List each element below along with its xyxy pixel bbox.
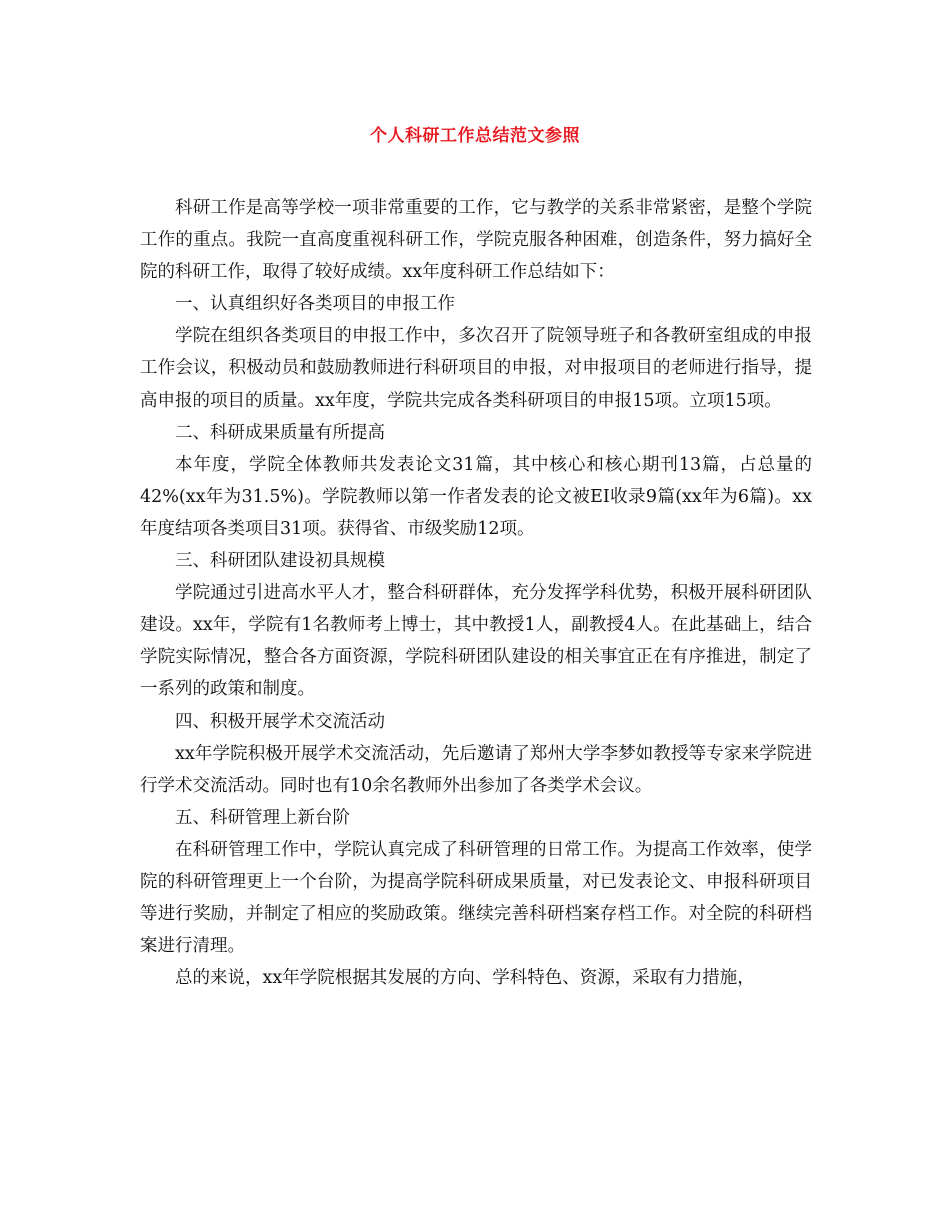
paragraph-section-2: 本年度，学院全体教师共发表论文31篇，其中核心和核心期刊13篇，占总量的42%(xx年为31.5%)。学院教师以第一作者发表的论文被EI收录9篇(xx年为6篇)。xx年度结项各类项目31项。获得省、市级奖励12项。 (140, 454, 812, 539)
section-heading-3: 三、科研团队建设初具规模 (175, 551, 385, 572)
paragraph-section-5: 在科研管理工作中，学院认真完成了科研管理的日常工作。为提高工作效率，使学院的科研管理更上一个台阶，为提高学院科研成果质量，对已发表论文、申报科研项目等进行奖励，并制定了相应的奖励政策。继续完善科研档案存档工作。对全院的科研档案进行清理。 (140, 839, 812, 957)
paragraph-section-4: xx年学院积极开展学术交流活动，先后邀请了郑州大学李梦如教授等专家来学院进行学术交流活动。同时也有10余名教师外出参加了各类学术会议。 (140, 743, 812, 796)
document-body (140, 192, 812, 994)
section-heading-1: 一、认真组织好各类项目的申报工作 (175, 294, 455, 315)
document-title: 个人科研工作总结范文参照 (370, 126, 580, 146)
paragraph-intro: 科研工作是高等学校一项非常重要的工作，它与教学的关系非常紧密，是整个学院工作的重点。我院一直高度重视科研工作，学院克服各种困难，创造条件，努力搞好全院的科研工作，取得了较好成绩。xx年度科研工作总结如下： (140, 198, 812, 283)
paragraph-conclusion: 总的来说，xx年学院根据其发展的方向、学科特色、资源，采取有力措施， (175, 968, 755, 989)
section-heading-5: 五、科研管理上新台阶 (175, 807, 350, 828)
paragraph-section-3: 学院通过引进高水平人才，整合科研群体，充分发挥学科优势，积极开展科研团队建设。xx年，学院有1名教师考上博士，其中教授1人，副教授4人。在此基础上，结合学院实际情况，整合各方面资源，学院科研团队建设的相关事宜正在有序推进，制定了一系列的政策和制度。 (140, 583, 812, 700)
section-heading-4: 四、积极开展学术交流活动 (175, 711, 385, 732)
section-heading-2: 二、科研成果质量有所提高 (175, 422, 385, 443)
paragraph-section-1: 学院在组织各类项目的申报工作中，多次召开了院领导班子和各教研室组成的申报工作会议，积极动员和鼓励教师进行科研项目的申报，对申报项目的老师进行指导，提高申报的项目的质量。xx年度，学院共完成各类科研项目的申报15项。立项15项。 (140, 326, 812, 411)
